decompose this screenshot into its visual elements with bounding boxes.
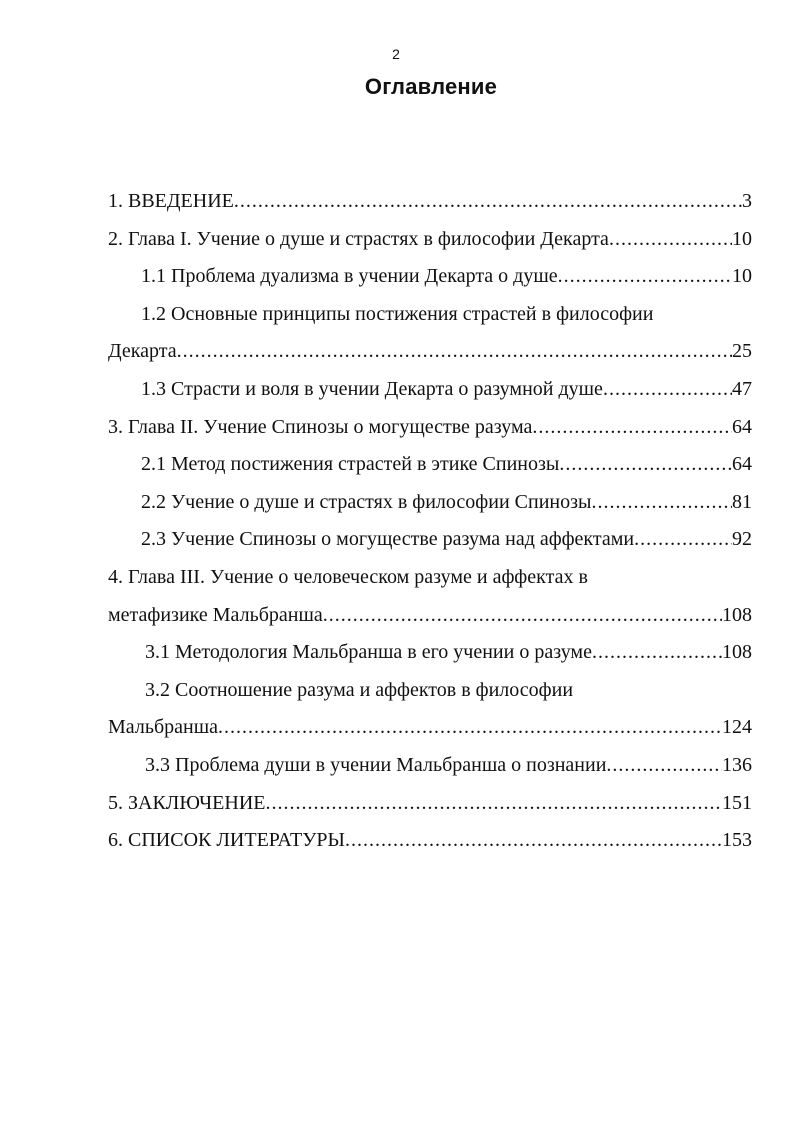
toc-entry-section-3-3[interactable] [108, 747, 752, 785]
dot-leader [603, 371, 732, 409]
toc-entry-section-1-2-line-1[interactable] [108, 296, 752, 334]
toc-entry-section-3-2-line-2[interactable] [108, 709, 752, 747]
toc-entry-text: 3.1 Методология Мальбранша в его учении о разуме [145, 641, 592, 664]
toc-entry-text: 2. Глава I. Учение о душе и страстях в философии Декарта [108, 227, 609, 250]
toc-entry-bibliography[interactable] [108, 822, 752, 860]
toc-entry-text: 2.1 Метод постижения страстей в этике Спинозы [141, 453, 560, 476]
toc-page-number: 153 [722, 829, 752, 852]
toc-entry-text: 1.2 Основные принципы постижения страстей в философии [141, 302, 654, 325]
toc-page-number: 10 [732, 265, 752, 288]
dot-leader [532, 409, 732, 447]
toc-entry-section-1-1[interactable] [108, 258, 752, 296]
toc-page-number: 10 [732, 227, 752, 250]
toc-entry-text: 3. Глава II. Учение Спинозы о могуществе разума [108, 415, 533, 438]
dot-leader [606, 747, 722, 785]
toc-entry-text: 6. СПИСОК ЛИТЕРАТУРЫ [108, 829, 345, 852]
toc-page-number: 92 [732, 528, 752, 551]
toc-entry-text: Мальбранша [108, 716, 218, 739]
toc-entry-text: метафизике Мальбранша [108, 603, 323, 626]
dot-leader [234, 183, 742, 221]
dot-leader [265, 785, 722, 823]
toc-page-number: 124 [722, 716, 752, 739]
toc-entry-chapter-3-line-1[interactable] [108, 559, 752, 597]
dot-leader [609, 221, 732, 259]
toc-page-number: 25 [732, 340, 752, 363]
toc-entry-section-2-1[interactable] [108, 446, 752, 484]
toc-entry-chapter-2[interactable] [108, 409, 752, 447]
dot-leader [177, 333, 732, 371]
toc-page-number: 64 [732, 453, 752, 476]
toc-entry-conclusion[interactable] [108, 785, 752, 823]
toc-entry-section-2-2[interactable] [108, 484, 752, 522]
toc-page-number: 136 [722, 753, 752, 776]
toc-page-number: 108 [722, 641, 752, 664]
toc-entry-text: 1. ВВЕДЕНИЕ [108, 190, 234, 212]
toc-entry-text: 5. ЗАКЛЮЧЕНИЕ [108, 791, 266, 814]
toc-entry-text: 1.1 Проблема дуализма в учении Декарта о душе [141, 265, 558, 288]
dot-leader [592, 634, 722, 672]
toc-page-number: 81 [732, 490, 752, 513]
toc-entry-text: 2.2 Учение о душе и страстях в философии Спинозы [141, 490, 592, 513]
toc-entry-section-1-2-line-2[interactable] [108, 333, 752, 371]
page-title: Оглавление [364, 74, 498, 99]
toc-page-number: 108 [722, 603, 752, 626]
dot-leader [558, 258, 732, 296]
dot-leader [559, 446, 732, 484]
dot-leader [634, 521, 732, 559]
toc-page-number: 3 [742, 190, 752, 212]
toc-entry-text: 3.2 Соотношение разума и аффектов в философии [145, 678, 574, 701]
toc-entry-chapter-3-line-2[interactable] [108, 597, 752, 635]
toc-entry-section-1-3[interactable] [108, 371, 752, 409]
toc-entry-text: 4. Глава III. Учение о человеческом разуме и аффектах в [108, 565, 588, 588]
toc-entry-text: Декарта [108, 340, 177, 363]
toc-entry-section-3-2-line-1[interactable] [108, 672, 752, 710]
page-number: 2 [392, 46, 400, 62]
toc-entry-chapter-1[interactable] [108, 221, 752, 259]
dot-leader [345, 822, 722, 860]
toc-entry-section-3-1[interactable] [108, 634, 752, 672]
toc-entry-section-2-3[interactable] [108, 521, 752, 559]
toc-entry-text: 2.3 Учение Спинозы о могуществе разума над аффектами [141, 528, 635, 551]
dot-leader [323, 597, 722, 635]
toc-entry-text: 1.3 Страсти и воля в учении Декарта о разумной душе [141, 377, 603, 400]
toc-page-number: 64 [732, 415, 752, 438]
toc-page-number: 47 [732, 377, 752, 400]
dot-leader [591, 484, 732, 522]
dot-leader [218, 709, 722, 747]
toc-page-number: 151 [722, 791, 752, 814]
toc-entry-introduction[interactable] [108, 183, 752, 221]
toc-entry-text: 3.3 Проблема души в учении Мальбранша о познании [145, 753, 607, 776]
table-of-contents [108, 183, 752, 860]
